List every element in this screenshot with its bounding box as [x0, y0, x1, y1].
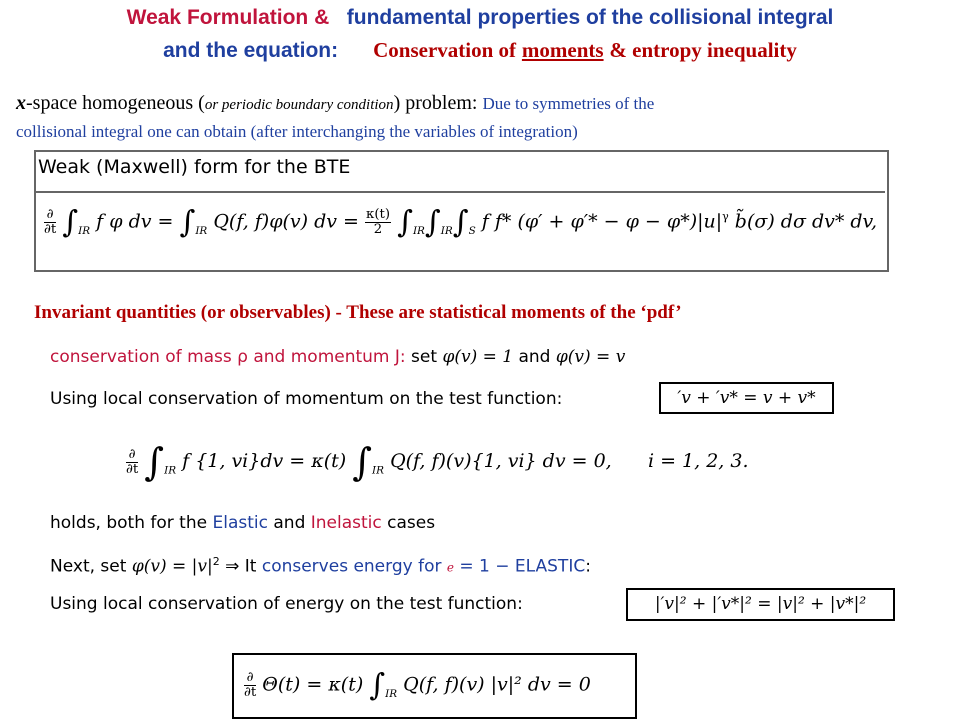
kappa-fraction: $\frac{\kappa(t)}{2}$ — [366, 207, 391, 237]
weak-rhs-end: b̃(σ) dσ dv* dv, — [734, 210, 878, 233]
integral-rhs: Q(f, f)(v){1, vi} dv = 0, — [390, 450, 612, 472]
intro-line-2: collisional integral one can obtain (after interchanging the variables of integration) — [16, 122, 578, 141]
integral-lhs: f {1, vi}dv = κ(t) — [182, 450, 347, 472]
weak-middle: Q(f, f)φ(v) dv — [213, 210, 338, 233]
e-symbol: e — [446, 560, 454, 575]
title-fundamental-properties: fundamental properties of the collisional integral — [346, 6, 834, 29]
intro-problem: ) problem: — [393, 92, 478, 114]
title-moments: moments — [521, 38, 604, 62]
weak-form-heading: Weak (Maxwell) form for the BTE — [38, 156, 351, 178]
weak-lhs: f φ dv — [96, 210, 152, 233]
partial-t-fraction-2: $\frac{\partial}{\partial t}$ — [126, 446, 139, 477]
title-line-2 — [0, 38, 960, 63]
inelastic-label: Inelastic — [310, 513, 382, 533]
weak-form-divider — [34, 191, 885, 193]
intro-space: -space homogeneous ( — [26, 92, 205, 114]
implies-text: ⇒ It — [225, 556, 257, 577]
intro-due: Due to symmetries of the — [482, 94, 655, 113]
partial-t-fraction: $\frac{\partial}{\partial t}$ — [44, 207, 57, 237]
title-weak-formulation: Weak Formulation & — [126, 6, 330, 29]
momentum-box: ′v + ′v* = v + v* — [659, 382, 834, 414]
theta-lhs: Θ(t) = κ(t) — [262, 673, 364, 696]
phi-v: φ(v) = v — [555, 347, 626, 367]
title-and-equation: and the equation: — [163, 39, 339, 62]
elastic-label: Elastic — [212, 513, 268, 533]
title-entropy: & entropy inequality — [609, 38, 797, 62]
holds-line: holds, both for the Elastic and Inelastic cases — [50, 513, 436, 533]
energy-line: Using local conservation of energy on the test function: — [50, 594, 523, 614]
intro-x: x — [16, 92, 26, 114]
theta-rhs: Q(f, f)(v) |v|² dv = 0 — [403, 673, 591, 696]
momentum-line: Using local conservation of momentum on the test function: — [50, 389, 563, 409]
mass-momentum-line: conservation of mass ρ and momentum J: set φ(v) = 1 and φ(v) = v — [50, 347, 626, 367]
title-conservation: Conservation of — [373, 38, 517, 62]
weak-form-equation: $\frac{\partial}{\partial t}$ $\int_{IR}$ f φ dv = $\int_{IR}$ Q(f, f)φ(v) dv = $\frac{\kappa(t)}{2}$ $\int_{IR}\int_{IR}\int_S$ f f* $(\varphi' + \varphi'* - \varphi - \varphi*)|u|^\gamma$ b̃(σ) dσ dv* dv, — [44, 205, 878, 240]
phi-one: φ(v) = 1 — [442, 347, 514, 367]
weak-rhs: f f* (φ′ + φ′* − φ − φ*)|u| — [481, 210, 723, 233]
intro-condition: or periodic boundary condition — [204, 97, 394, 113]
elastic-equation: = 1 − ELASTIC — [459, 556, 586, 577]
invariants-heading: Invariant quantities (or observables) - These are statistical moments of the ‘pdf’ — [34, 302, 682, 323]
intro-line-1 — [16, 92, 654, 115]
phi-energy: φ(v) = |v| — [131, 556, 213, 577]
index-range: i = 1, 2, 3. — [647, 450, 749, 472]
mass-text: conservation of mass ρ and momentum J: — [50, 347, 406, 367]
moment-integral: $\frac{\partial}{\partial t}$ $\int_{IR}$ f {1, vi}dv = κ(t) $\int_{IR}$ Q(f, f)(v){1, vi} dv = 0, i = 1, 2, 3. — [126, 440, 749, 484]
partial-t-fraction-3: $\frac{\partial}{\partial t}$ — [244, 670, 257, 700]
conserves-text: conserves energy for — [261, 556, 442, 577]
title-line-1 — [0, 6, 960, 30]
next-line: Next, set $\varphi(v) = |v|^2$ ⇒ It conserves energy for e = 1 − ELASTIC: — [50, 555, 591, 577]
energy-box: |′v|² + |′v*|² = |v|² + |v*|² — [626, 588, 895, 621]
theta-equation: $\frac{\partial}{\partial t}$ Θ(t) = κ(t) $\int_{IR}$ Q(f, f)(v) |v|² dv = 0 — [244, 668, 591, 703]
